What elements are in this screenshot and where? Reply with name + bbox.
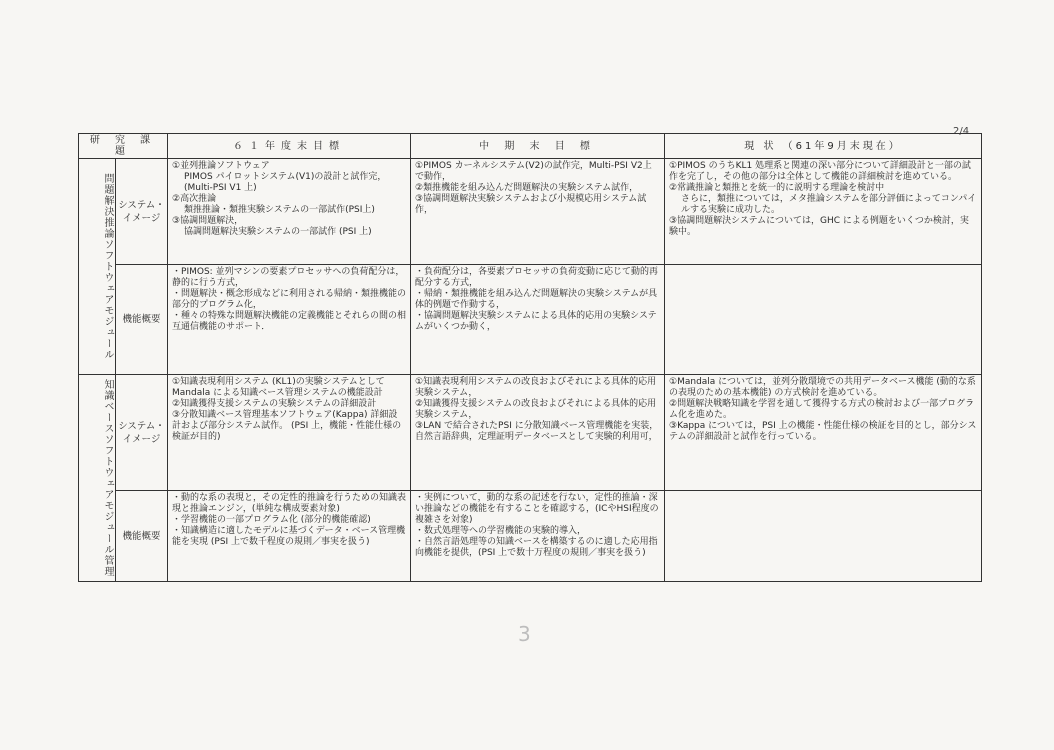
table-row — [79, 375, 982, 491]
cell-line: PIMOS パイロットシステム(V1)の設計と試作完， — [184, 172, 387, 182]
cell-year-end — [168, 159, 411, 265]
row-category: 機能概要 — [116, 491, 168, 582]
header-topic: 研 究 課 題 — [79, 134, 168, 159]
cell-line: ・数式処理等への学習機能の実験的導入， — [415, 526, 587, 537]
table-row — [79, 491, 982, 582]
page-indicator: 2/4 — [953, 126, 970, 137]
cell-line: ①知識表現利用システムの改良およびそれによる具体的応用実験システム， — [415, 377, 657, 398]
table-row — [79, 265, 982, 375]
cell-line: 類推推論・類推実験システムの一部試作(PSI上) — [184, 205, 375, 215]
header-mid-term: 中 期 末 目 標 — [411, 134, 665, 159]
cell-status — [665, 375, 982, 491]
cell-mid-term — [411, 159, 665, 265]
cell-line: ③Kappa については，PSI 上の機能・性能仕様の検証を目的とし，部分システムの詳細設計と試作を行っている。 — [669, 421, 977, 442]
row-category: システム・イメージ — [116, 159, 168, 265]
cell-line: ②類推機能を組み込んだ問題解決の実験システム試作， — [415, 183, 639, 193]
row-category: システム・イメージ — [116, 375, 168, 491]
cell-line: ・動的な系の表現と，その定性的推論を行うための知識表現と推論エンジン，(単純な構成要素対象) — [172, 493, 407, 515]
cell-line: ②高次推論 — [172, 194, 217, 204]
cell-line: ③協調問題解決システムについては，GHC による例題をいくつか検討，実験中。 — [669, 216, 969, 237]
cell-mid-term — [411, 491, 665, 582]
cell-year-end — [168, 375, 411, 491]
cell-status — [665, 265, 982, 375]
cell-line: ・協調問題解決実験システムによる具体的応用の実験システムがいくつか動く， — [415, 311, 657, 332]
cell-line: ・種々の特殊な問題解決機能の定義機能とそれらの間の相互通信機能のサポート． — [172, 311, 407, 332]
cell-line: ・PIMOS: 並列マシンの要素プロセッサへの負荷配分は，静的に行う方式， — [172, 267, 405, 288]
cell-mid-term — [411, 265, 665, 375]
cell-line: ①Mandala については，並列分散環境での共用データベース機能 (動的な系の表現のための基本機能) の方式検討を進めている。 — [669, 377, 976, 398]
cell-line: ①並列推論ソフトウェア — [172, 161, 270, 171]
cell-line: ・負荷配分は，各要素プロセッサの負荷変動に応じて動的再配分する方式， — [415, 267, 659, 288]
cell-status — [665, 159, 982, 265]
cell-line: 協調問題解決実験システムの一部試作 (PSI 上) — [184, 227, 372, 237]
cell-line: ①PIMOS カーネルシステム(V2)の試作完，Multi-PSI V2上で動作， — [415, 161, 652, 182]
cell-line: ②常識推論と類推とを統一的に説明する理論を検討中 — [669, 183, 885, 193]
cell-mid-term — [411, 375, 665, 491]
cell-line: ①知識表現利用システム (KL1)の実験システムとして Mandala による知識ベース管理システムの機能設計 — [172, 377, 385, 398]
section-title: 問題解決推論ソフトウェアモジュール — [79, 159, 116, 375]
cell-line: (Multi-PSI V1 上) — [184, 183, 257, 193]
cell-year-end — [168, 265, 411, 375]
row-category: 機能概要 — [116, 265, 168, 375]
bottom-page-number: 3 — [518, 622, 531, 646]
section-title-extra: 管理 — [102, 555, 113, 577]
header-row — [79, 134, 982, 159]
cell-line: ②知識獲得支援システムの実験システムの詳細設計 — [172, 399, 377, 409]
cell-line: ②知識獲得支援システムの改良およびそれによる具体的応用実験システム， — [415, 399, 657, 420]
cell-line: ・実例について，動的な系の記述を行ない，定性的推論・深い推論などの機能を有することを確認する，(ICやHSI程度の複雑さを対象) — [415, 493, 659, 526]
cell-line: ②問題解決戦略知識を学習を通して獲得する方式の検討および一部プログラム化を進めた。 — [669, 399, 975, 420]
header-year-end: ６１年度末目標 — [168, 134, 411, 159]
cell-line: ・自然言語処理等の知識ベースを構築するのに適した応用指向機能を提供，(PSI 上で数十万程度の規則／事実を扱う) — [415, 537, 658, 559]
section-title: 知識ベースソフトウェアモジュール管理 — [79, 375, 116, 582]
cell-line: ・知識構造に適したモデルに基づくデータ・ベース管理機能を実現 (PSI 上で数千程度の規則／事実を扱う) — [172, 526, 406, 548]
cell-line: ③分散知識ベース管理基本ソフトウェア(Kappa) 詳細設計および部分システム試作。 (PSI 上，機能・性能仕様の検証が目的) — [172, 410, 402, 442]
research-plan-table — [78, 133, 982, 582]
cell-line: ③協調問題解決， — [172, 216, 244, 226]
cell-status — [665, 491, 982, 582]
cell-line: ③LAN で結合されたPSI に分散知識ベース管理機能を実装，自然言語辞典，定理証明データベースとして実験的利用可， — [415, 421, 659, 442]
header-status: 現 状 （61年9月末現在） — [665, 134, 982, 159]
cell-line: ①PIMOS のうちKL1 処理系と関連の深い部分について詳細設計と一部の試作を完了し，その他の部分は全体として機能の詳細検討を進めている。 — [669, 161, 971, 182]
cell-line: さらに，類推については，メタ推論システムを部分評価によってコンパイルする実験に成功した。 — [681, 194, 977, 215]
table-row — [79, 159, 982, 265]
cell-line: ・学習機能の一部プログラム化 (部分的機能確認) — [172, 515, 371, 526]
cell-line: ・帰納・類推機能を組み込んだ問題解決の実験システムが具体的例題で作動する， — [415, 289, 658, 310]
cell-line: ③協調問題解決実験システムおよび小規模応用システム試作， — [415, 194, 647, 215]
cell-year-end — [168, 491, 411, 582]
cell-line: ・問題解決・概念形成などに利用される帰納・類推機能の部分的プログラム化， — [172, 289, 407, 310]
